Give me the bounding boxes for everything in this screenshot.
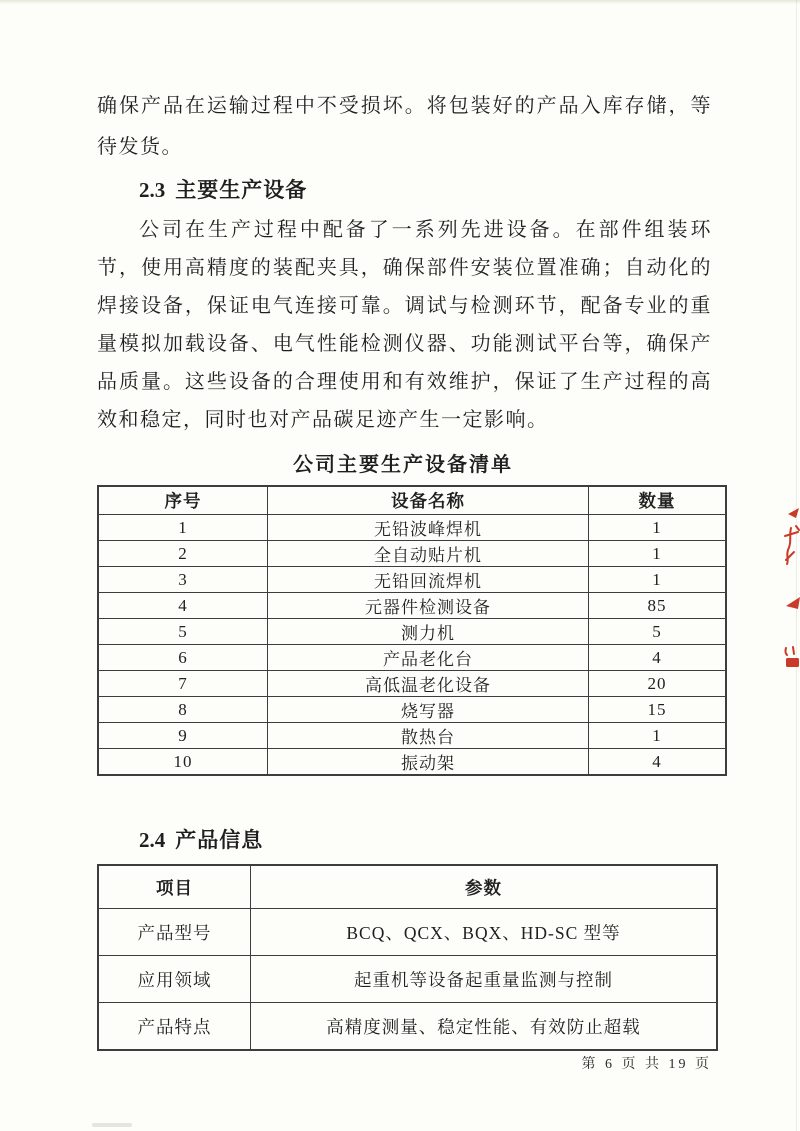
cell-item: 产品型号	[98, 909, 251, 956]
table-row	[98, 593, 726, 619]
table-row	[98, 515, 726, 541]
table-row	[98, 749, 726, 776]
equipment-table-title: 公司主要生产设备清单	[293, 454, 513, 476]
cell-quantity: 4	[589, 749, 727, 776]
cell-parameter: 高精度测量、稳定性能、有效防止超载	[251, 1003, 718, 1051]
section-heading-2-4	[97, 824, 712, 856]
cell-index: 7	[98, 671, 268, 697]
intro-paragraph: 确保产品在运输过程中不受损坏。将包装好的产品入库存储，等待发货。	[97, 95, 712, 158]
cell-name: 元器件检测设备	[268, 593, 589, 619]
cell-quantity: 1	[589, 567, 727, 593]
cell-index: 6	[98, 645, 268, 671]
section-title: 主要生产设备	[175, 178, 308, 202]
cell-index: 2	[98, 541, 268, 567]
cell-index: 1	[98, 515, 268, 541]
cell-quantity: 1	[589, 515, 727, 541]
cell-index: 10	[98, 749, 268, 776]
cell-index: 3	[98, 567, 268, 593]
header-cell-parameter: 参数	[251, 865, 718, 909]
red-ink-blob2-icon	[786, 658, 799, 667]
table-row	[98, 1003, 717, 1051]
table-row	[98, 671, 726, 697]
header-cell-item: 项目	[98, 865, 251, 909]
red-ink-handwriting-icon	[785, 526, 799, 564]
cell-name: 产品老化台	[268, 645, 589, 671]
section-2-3-paragraph: 公司在生产过程中配备了一系列先进设备。在部件组装环节，使用高精度的装配夹具，确保部件安装位置准确；自动化的焊接设备，保证电气连接可靠。调试与检测环节，配备专业的重量模拟加载设备、电气性能检测仪器、功能测试平台等，确保产品质量。这些设备的合理使用和有效维护，保证了生产过程的高效和稳定，同时也对产品碳足迹产生一定影响。	[97, 219, 712, 431]
table-header-row	[98, 486, 726, 515]
table-header-row	[98, 865, 717, 909]
cell-name: 散热台	[268, 723, 589, 749]
header-cell-quantity: 数量	[589, 486, 727, 515]
table-row	[98, 541, 726, 567]
page-footer: 第 6 页 共 19 页	[581, 1057, 712, 1072]
table-row	[98, 723, 726, 749]
red-ink-blob-icon	[788, 508, 799, 518]
table-row	[98, 645, 726, 671]
cell-name: 烧写器	[268, 697, 589, 723]
scan-artifact-top	[0, 0, 800, 4]
table-row	[98, 697, 726, 723]
section-number: 2.4	[139, 828, 166, 852]
section-heading-2-3	[97, 174, 712, 206]
page-content	[97, 86, 712, 1051]
cell-quantity: 20	[589, 671, 727, 697]
cell-quantity: 15	[589, 697, 727, 723]
red-ink-mark-icon	[785, 647, 794, 655]
table-row	[98, 619, 726, 645]
cell-quantity: 5	[589, 619, 727, 645]
section-number: 2.3	[139, 178, 166, 202]
table-row	[98, 909, 717, 956]
cell-name: 无铅波峰焊机	[268, 515, 589, 541]
product-info-table	[97, 864, 718, 1051]
cell-name: 高低温老化设备	[268, 671, 589, 697]
cell-quantity: 85	[589, 593, 727, 619]
cell-index: 8	[98, 697, 268, 723]
cell-parameter: BCQ、QCX、BQX、HD-SC 型等	[251, 909, 718, 956]
cell-name: 全自动贴片机	[268, 541, 589, 567]
cell-name: 无铅回流焊机	[268, 567, 589, 593]
cell-parameter: 起重机等设备起重量监测与控制	[251, 956, 718, 1003]
cell-item: 应用领域	[98, 956, 251, 1003]
equipment-table	[97, 485, 727, 776]
scan-artifact-smudge	[92, 1123, 132, 1127]
cell-name: 振动架	[268, 749, 589, 776]
table-row	[98, 956, 717, 1003]
red-ink-edge-marks	[774, 502, 800, 674]
header-cell-index: 序号	[98, 486, 268, 515]
cell-index: 4	[98, 593, 268, 619]
cell-quantity: 1	[589, 541, 727, 567]
cell-quantity: 4	[589, 645, 727, 671]
cell-name: 测力机	[268, 619, 589, 645]
red-ink-wedge-icon	[786, 597, 800, 609]
header-cell-name: 设备名称	[268, 486, 589, 515]
table-row	[98, 567, 726, 593]
cell-quantity: 1	[589, 723, 727, 749]
section-title: 产品信息	[175, 828, 264, 852]
cell-index: 9	[98, 723, 268, 749]
cell-item: 产品特点	[98, 1003, 251, 1051]
red-ink-marks-svg	[774, 502, 800, 674]
cell-index: 5	[98, 619, 268, 645]
